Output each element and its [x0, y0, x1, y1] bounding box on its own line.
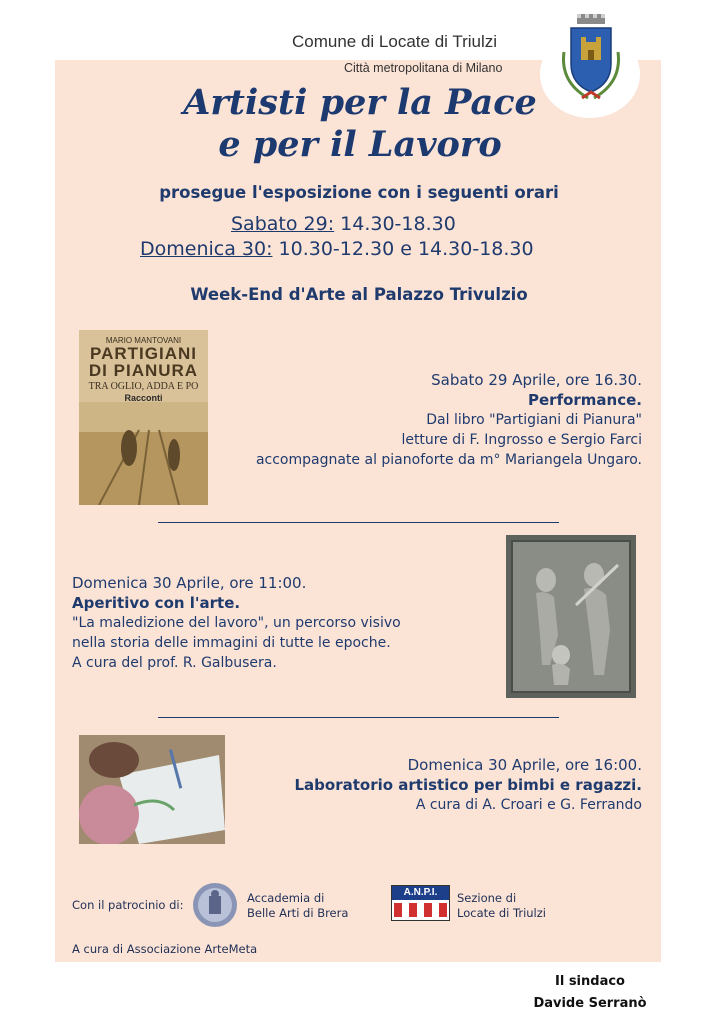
curated-by: A cura di Associazione ArteMeta [72, 942, 258, 956]
event-1-line-3: accompagnate al pianoforte da m° Mariangela Ungaro. [255, 452, 642, 468]
brera-academy-logo-icon [192, 882, 238, 928]
weekend-title: Week-End d'Arte al Palazzo Trivulzio [190, 285, 528, 304]
municipality-name: Comune di Locate di Triulzi [292, 32, 498, 51]
metropolitan-city: Città metropolitana di Milano [344, 61, 503, 75]
schedule-hours: 10.30-12.30 e 14.30-18.30 [278, 238, 534, 260]
book-genre: Racconti [124, 393, 163, 403]
event-2-line-1: "La maledizione del lavoro", un percorso visivo [72, 615, 401, 631]
event-3-when: Domenica 30 Aprile, ore 16:00. [407, 756, 642, 774]
event-2-line-3: A cura del prof. R. Galbusera. [72, 655, 277, 671]
relief-figures-icon [506, 535, 636, 698]
event-1-line-2: letture di F. Ingrosso e Sergio Farci [401, 432, 642, 448]
event-2-line-2: nella storia delle immagini di tutte le epoche. [72, 635, 391, 651]
brera-academy-name [247, 891, 348, 921]
event-1 [202, 370, 642, 470]
title-line-2: e per il Lavoro [218, 124, 502, 165]
event-2-when: Domenica 30 Aprile, ore 11:00. [72, 574, 307, 592]
exhibition-subtitle: prosegue l'esposizione con i seguenti orari [159, 183, 559, 202]
patronage-label: Con il patrocinio di: [72, 898, 184, 912]
book-subtitle: TRA OGLIO, ADDA E PO [88, 381, 199, 392]
anpi-line-1: Sezione di [457, 891, 517, 905]
schedule-hours: 14.30-18.30 [340, 213, 456, 235]
brera-line-2: Belle Arti di Brera [247, 906, 349, 920]
book-title-line-2: DI PIANURA [88, 361, 199, 380]
event-1-what: Performance. [528, 391, 642, 409]
book-cover-image [79, 330, 208, 505]
mayor-role: Il sindaco [555, 974, 625, 989]
divider-2 [158, 717, 559, 718]
mayor-name: Davide Serranò [533, 996, 647, 1011]
book-author: MARIO MANTOVANI [105, 336, 182, 345]
anpi-section-name [457, 891, 546, 921]
event-2 [72, 573, 492, 673]
divider-1 [158, 522, 559, 523]
event-3-what: Laboratorio artistico per bimbi e ragazzi. [294, 776, 642, 794]
anpi-logo-text: A.N.P.I. [392, 886, 449, 900]
anpi-line-2: Locate di Triulzi [457, 906, 546, 920]
schedule-day: Sabato 29: [231, 213, 335, 235]
event-1-when: Sabato 29 Aprile, ore 16.30. [431, 371, 642, 389]
event-3-line-1: A cura di A. Croari e G. Ferrando [415, 797, 642, 813]
book-title-line-1: PARTIGIANI [90, 344, 197, 363]
event-2-what: Aperitivo con l'arte. [72, 594, 241, 612]
event-3 [202, 755, 642, 815]
schedule-row-saturday [231, 213, 456, 235]
schedule-row-sunday [140, 238, 534, 260]
brera-line-1: Accademia di [247, 891, 325, 905]
schedule-day: Domenica 30: [140, 238, 273, 260]
anpi-logo-icon [391, 885, 450, 921]
title-line-1: Artisti per la Pace [183, 82, 537, 123]
relief-sculpture-image [506, 535, 636, 698]
event-1-line-1: Dal libro "Partigiani di Pianura" [426, 412, 642, 428]
